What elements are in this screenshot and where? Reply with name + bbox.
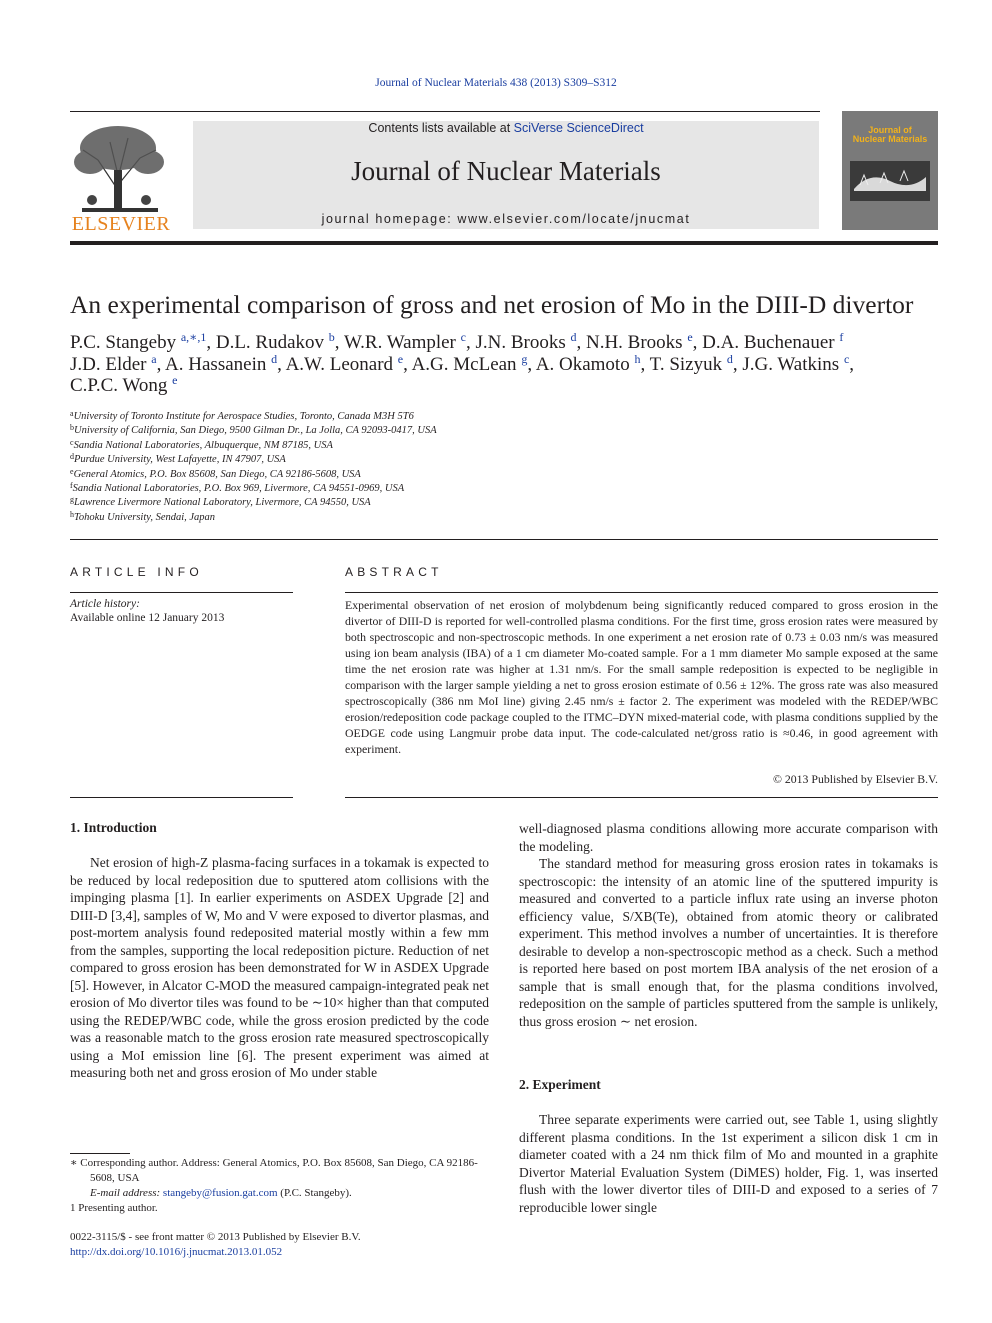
author: J.N. Brooks $^d$,	[475, 330, 586, 353]
info-bottom-rule	[70, 797, 293, 798]
author-affil-sup[interactable]: a,∗,1	[180, 330, 207, 344]
doi-link[interactable]: http://dx.doi.org/10.1016/j.jnucmat.2013.01.052	[70, 1246, 283, 1258]
header-rule	[70, 111, 820, 112]
intro-heading: 1. Introduction	[70, 820, 157, 835]
history-value: Available online 12 January 2013	[70, 612, 225, 624]
affiliation: $^c$Sandia National Laboratories, Albuquerque, NM 87185, USA	[70, 437, 333, 451]
journal-title: Journal of Nuclear Materials	[351, 156, 661, 186]
info-rule	[70, 592, 293, 593]
affiliation: $^f$Sandia National Laboratories, P.O. Box 969, Livermore, CA 94551-0969, USA	[70, 481, 405, 495]
right-column	[519, 820, 938, 1030]
cover-title: Journal of Nuclear Materials	[852, 125, 928, 144]
affiliation: $^g$Lawrence Livermore National Laboratory, Livermore, CA 94550, USA	[70, 495, 371, 509]
author: A. Okamoto $^h$,	[535, 351, 650, 375]
affiliation: $^b$University of California, San Diego, 9500 Gilman Dr., La Jolla, CA 92093-0417, USA	[70, 423, 437, 437]
footnotes	[70, 1156, 490, 1216]
author: A.G. McLean $^g$,	[411, 351, 536, 375]
author-affil-sup[interactable]: e	[397, 351, 404, 366]
author: W.R. Wampler $^c$,	[343, 330, 476, 353]
author: J.G. Watkins $^c$,	[742, 351, 855, 375]
author-affil-sup[interactable]: a	[151, 351, 157, 366]
cover-graphic	[850, 161, 930, 201]
elsevier-wordmark: ELSEVIER	[71, 213, 171, 235]
author-affil-sup[interactable]: c	[460, 330, 466, 344]
issn-line: 0022-3115/$ - see front matter © 2013 Published by Elsevier B.V.	[70, 1231, 361, 1243]
author-affil-sup[interactable]: f	[839, 330, 844, 344]
author: A. Hassanein $^d$,	[165, 351, 286, 375]
header-thick-rule	[70, 241, 938, 245]
abstract-copyright: © 2013 Published by Elsevier B.V.	[772, 772, 938, 786]
article-title: An experimental comparison of gross and net erosion of Mo in the DIII-D divertor	[70, 290, 914, 319]
affiliation-list	[70, 410, 938, 525]
author-affil-sup[interactable]: d	[570, 330, 577, 344]
author: N.H. Brooks $^e$,	[585, 330, 703, 353]
contents-line: Contents lists available at SciVerse ScienceDirect	[368, 121, 644, 135]
author: D.A. Buchenauer $^f$	[702, 330, 844, 353]
author: C.P.C. Wong $^e$	[70, 373, 178, 396]
author: D.L. Rudakov $^b$,	[215, 330, 344, 353]
author: P.C. Stangeby $^{a,∗,1}$,	[70, 330, 216, 353]
journal-homepage[interactable]: journal homepage: www.elsevier.com/locate/jnucmat	[321, 212, 691, 226]
author-affil-sup[interactable]: d	[271, 351, 278, 366]
abstract-text: Experimental observation of net erosion of molybdenum being significantly reduced compared to gross erosion in the divertor of DIII-D is reported for well-controlled plasma conditions. For the first time, gross erosion rates were measured by both spectroscopic and non-spectroscopic methods. In one experiment a net erosion rate of 0.73 ± 0.03 nm/s was measured using ion beam analysis (IBA) of a 1 cm diameter Mo-coated sample. For a 1 mm diameter Mo sample exposed at the same time the net erosion rate was higher at 1.31 nm/s. For the small sample redeposition is expected to be negligible in comparison with the larger sample yielding a net to gross erosion estimate of 0.56 ± 12%. The gross rate was also measured spectroscopically (386 nm MoI line) giving 2.45 nm/s ± factor 2. The experiment was modeled with the REDEP/WBC erosion/redeposition code package coupled to the ITMC–DYN mixed-material code, with plasma conditions supplied by the OEDGE code using Langmuir probe data input. The code-calculated net/gross ratio is ≈0.46, in good agreement with experiment.	[345, 598, 938, 756]
author-affil-sup[interactable]: d	[726, 351, 733, 366]
author-list	[70, 332, 938, 397]
author-affil-sup[interactable]: b	[328, 330, 335, 344]
author: J.D. Elder $^a$,	[70, 351, 166, 375]
history-label: Article history:	[70, 598, 140, 610]
affiliation: $^d$Purdue University, West Lafayette, IN 47907, USA	[70, 452, 286, 466]
author-affil-sup[interactable]: e	[687, 330, 693, 344]
experiment-column	[519, 1111, 938, 1216]
bottom-meta	[70, 1230, 490, 1260]
author-affil-sup[interactable]: h	[634, 351, 641, 366]
author-affil-sup[interactable]: c	[843, 351, 850, 366]
affiliation: $^h$Tohoku University, Sendai, Japan	[70, 509, 216, 523]
corresponding-author-note: ∗ Corresponding author. Address: General Atomics, P.O. Box 85608, San Diego, CA 92186-5608, USA	[70, 1157, 478, 1184]
author-affil-sup[interactable]: g	[521, 351, 528, 366]
abstract-heading: ABSTRACT	[345, 565, 443, 579]
email-link[interactable]: stangeby@fusion.gat.com	[162, 1187, 278, 1199]
presenting-author-note: 1 Presenting author.	[70, 1202, 158, 1214]
article-info-heading: ARTICLE INFO	[70, 565, 203, 579]
intro-paragraph-continued: well-diagnosed plasma conditions allowing more accurate comparison with the modeling.	[519, 821, 938, 854]
abstract-rule	[345, 592, 938, 593]
intro-paragraph: Net erosion of high-Z plasma-facing surfaces in a tokamak is expected to be reduced by local redeposition due to sputtered atom collisions with the impinging plasma [1]. In earlier experiments on ASDEX Upgrade [2] and DIII-D [3,4], samples of W, Mo and V were exposed to divertor plasmas, and post-mortem analysis found redeposited material mostly within a few mm from the samples, supporting the local redeposition picture. Reduction of net compared to gross erosion has been demonstrated for W in ASDEX Upgrade [5]. However, in Alcator C-MOD the measured campaign-integrated peak net erosion of Mo divertor tiles was found to be ∼10× higher than that computed using the REDEP/WBC code, while the gross erosion predicted by the code was a reasonable match to the gross erosion rate measured spectroscopically using a MoI emission line [6]. The present experiment was aimed at measuring both net and gross erosion of Mo under stable	[70, 855, 489, 1080]
article-history	[70, 597, 293, 625]
affiliation: $^e$General Atomics, P.O. Box 85608, San Diego, CA 92186-5608, USA	[70, 466, 361, 480]
intro-column	[70, 854, 489, 1082]
affiliation: $^a$University of Toronto Institute for Aerospace Studies, Toronto, Canada M3H 5T6	[70, 409, 414, 422]
author-affil-sup[interactable]: e	[172, 373, 178, 387]
email-note: E-mail address: stangeby@fusion.gat.com (P.C. Stangeby).	[90, 1187, 352, 1199]
author: A.W. Leonard $^e$,	[285, 351, 412, 375]
journal-reference[interactable]: Journal of Nuclear Materials 438 (2013) S309–S312	[375, 77, 617, 89]
intro-paragraph-2: The standard method for measuring gross erosion rates in tokamaks is spectroscopic: the intensity of an atomic line of the sputtered impurity is measured and converted to a particle influx rate using an inverse photon efficiency value, S/XB(Te), obtained from atomic theory or calibrated experiment. This method involves a number of uncertainties. It is therefore desirable to develop a non-spectroscopic method as a check. Such a method is reported here based on post mortem IBA analysis of the net erosion of a sample that is small enough that, for the plasma conditions involved, redeposition on the sample of particles sputtered from the sample is unlikely, thus gross erosion ∼ net erosion.	[519, 856, 938, 1029]
section-rule	[70, 539, 938, 540]
footnote-rule	[70, 1153, 130, 1154]
experiment-heading: 2. Experiment	[519, 1077, 601, 1092]
sciencedirect-link[interactable]: SciVerse ScienceDirect	[513, 121, 644, 135]
experiment-paragraph: Three separate experiments were carried out, see Table 1, using slightly different plasma conditions. In the 1st experiment a silicon disk 1 cm in diameter coated with a 24 nm thick film of Mo and mounted in a graphite Divertor Material Evaluation System (DiMES) holder, Fig. 1, was inserted flush with the lower divertor tiles of DIII-D and exposed to a series of 7 reproducible lower single	[519, 1112, 938, 1215]
journal-cover-image	[842, 111, 938, 230]
abstract-bottom-rule	[345, 797, 938, 798]
author: T. Sizyuk $^d$,	[649, 351, 743, 375]
